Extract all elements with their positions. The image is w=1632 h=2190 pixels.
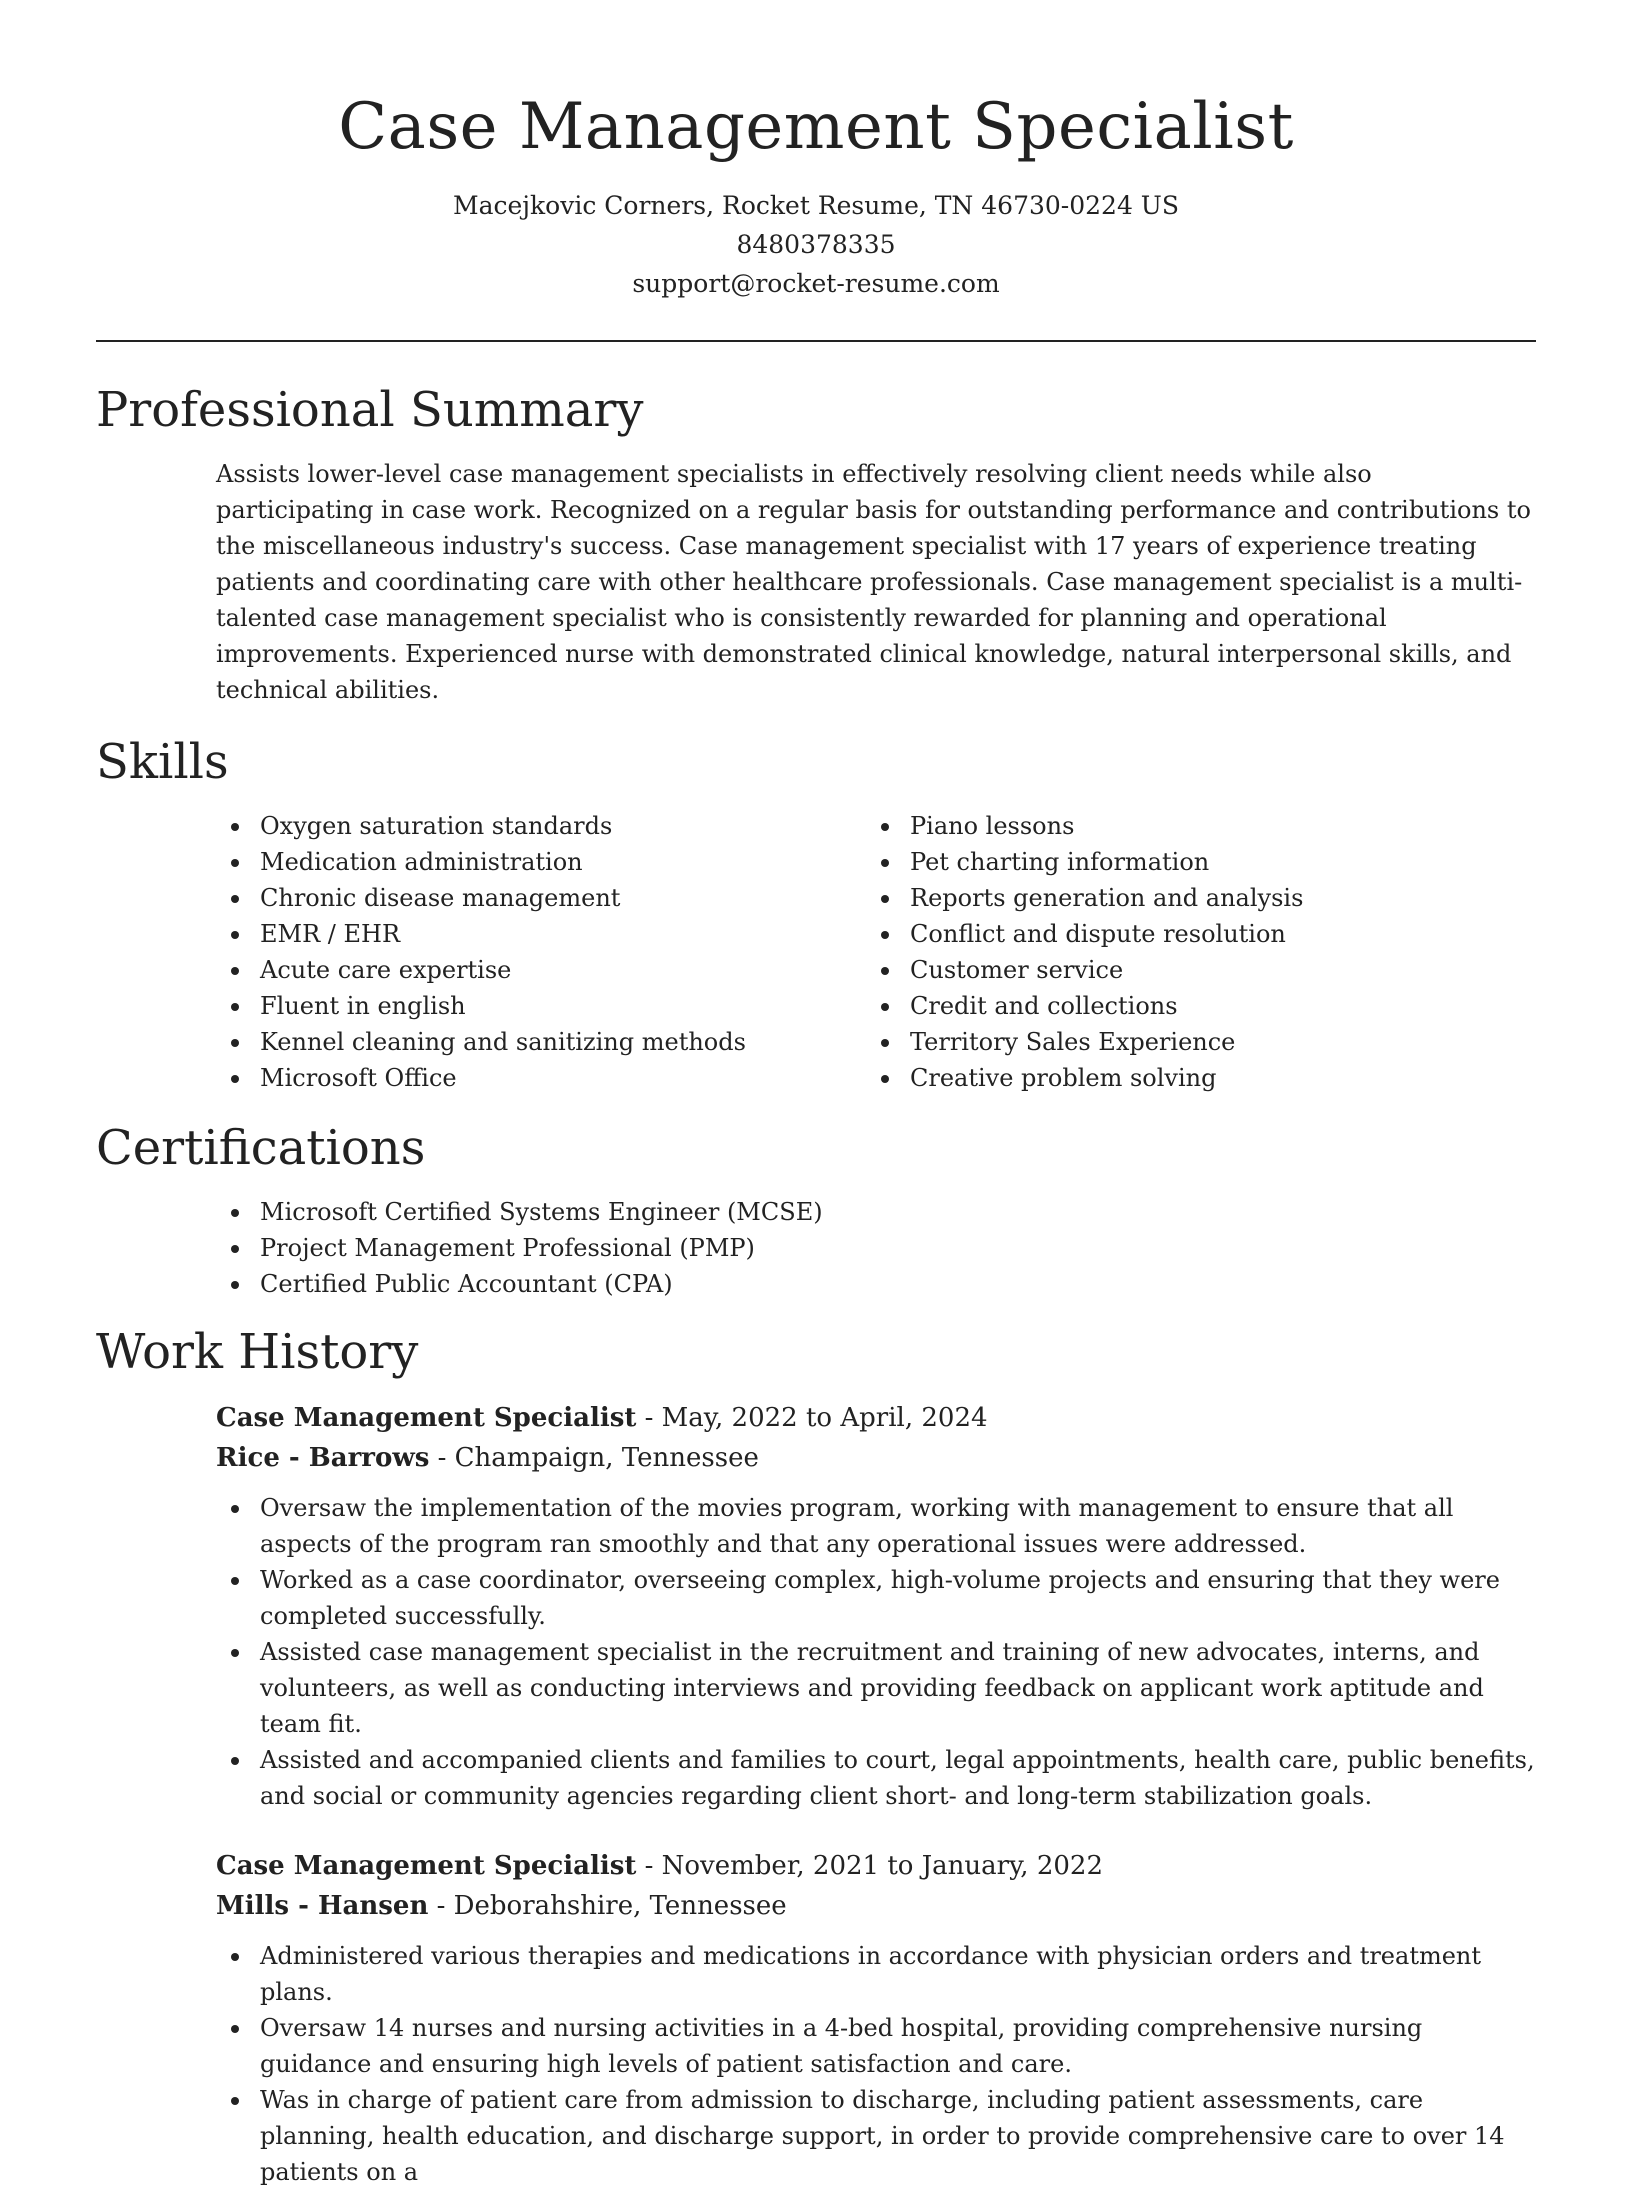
summary-heading: Professional Summary xyxy=(96,382,644,438)
list-item: Microsoft Certified Systems Engineer (MCSE) xyxy=(216,1194,1536,1230)
job-dates: - May, 2022 to April, 2024 xyxy=(636,1403,988,1433)
email-line: support@rocket-resume.com xyxy=(632,269,1000,298)
job-company-line xyxy=(216,1886,1536,1926)
list-item: Customer service xyxy=(866,952,1516,988)
list-item: Credit and collections xyxy=(866,988,1516,1024)
skills-heading: Skills xyxy=(96,734,229,790)
job-role: Case Management Specialist xyxy=(216,1851,637,1881)
job-entry xyxy=(216,1398,1536,1814)
skills-list-left xyxy=(216,808,866,1096)
job-bullets xyxy=(216,1938,1536,2190)
job-company: Rice - Barrows xyxy=(216,1443,430,1473)
job-title-line xyxy=(216,1398,1536,1438)
work-history-heading: Work History xyxy=(96,1324,419,1380)
list-item: Oxygen saturation standards xyxy=(216,808,866,844)
job-company: Mills - Hansen xyxy=(216,1891,429,1921)
list-item: Worked as a case coordinator, overseeing complex, high-volume projects and ensuring that they were completed successfully. xyxy=(216,1562,1536,1634)
job-title-line xyxy=(216,1846,1536,1886)
work-history-section xyxy=(96,1322,1536,2190)
list-item: Microsoft Office xyxy=(216,1060,866,1096)
list-item: Reports generation and analysis xyxy=(866,880,1516,916)
job-entry xyxy=(216,1846,1536,2190)
list-item: Fluent in english xyxy=(216,988,866,1024)
list-item: Oversaw the implementation of the movies program, working with management to ensure that all aspects of the program ran smoothly and that any operational issues were addressed. xyxy=(216,1490,1536,1562)
list-item: Chronic disease management xyxy=(216,880,866,916)
phone-line: 8480378335 xyxy=(736,230,896,259)
certifications-heading: Certifications xyxy=(96,1120,426,1176)
certifications-list xyxy=(216,1194,1536,1302)
list-item: Assisted case management specialist in the recruitment and training of new advocates, interns, and volunteers, as well as conducting interviews and providing feedback on applicant work aptitude and team fit. xyxy=(216,1634,1536,1742)
list-item: Conflict and dispute resolution xyxy=(866,916,1516,952)
list-item: Was in charge of patient care from admission to discharge, including patient assessments, care planning, health education, and discharge support, in order to provide comprehensive care to over 14 patients on a xyxy=(216,2082,1536,2190)
skills-columns xyxy=(216,808,1536,1096)
contact-info xyxy=(96,186,1536,303)
list-item: Kennel cleaning and sanitizing methods xyxy=(216,1024,866,1060)
list-item: Acute care expertise xyxy=(216,952,866,988)
header-divider xyxy=(96,340,1536,342)
job-location: - Deborahshire, Tennessee xyxy=(428,1891,787,1921)
job-location: - Champaign, Tennessee xyxy=(429,1443,759,1473)
skills-list-right xyxy=(866,808,1516,1096)
list-item: Piano lessons xyxy=(866,808,1516,844)
resume-header xyxy=(96,0,1536,303)
list-item: EMR / EHR xyxy=(216,916,866,952)
list-item: Project Management Professional (PMP) xyxy=(216,1230,1536,1266)
summary-section xyxy=(96,380,1536,708)
candidate-name: Case Management Specialist xyxy=(338,90,1294,164)
list-item: Certified Public Accountant (CPA) xyxy=(216,1266,1536,1302)
list-item: Pet charting information xyxy=(866,844,1516,880)
job-dates: - November, 2021 to January, 2022 xyxy=(636,1851,1103,1881)
address-line: Macejkovic Corners, Rocket Resume, TN 46730-0224 US xyxy=(452,191,1179,220)
list-item: Administered various therapies and medications in accordance with physician orders and treatment plans. xyxy=(216,1938,1536,2010)
list-item: Creative problem solving xyxy=(866,1060,1516,1096)
job-company-line xyxy=(216,1438,1536,1478)
skills-section xyxy=(96,732,1536,1096)
list-item: Medication administration xyxy=(216,844,866,880)
summary-paragraph: Assists lower-level case management specialists in effectively resolving client needs while also participating in case work. Recognized on a regular basis for outstanding performance and contributions to the miscellaneous industry's success. Case management specialist with 17 years of experience treating patients and coordinating care with other healthcare professionals. Case management specialist is a multi-talented case management specialist who is consistently rewarded for planning and operational improvements. Experienced nurse with demonstrated clinical knowledge, natural interpersonal skills, and technical abilities. xyxy=(216,460,1531,704)
job-role: Case Management Specialist xyxy=(216,1403,637,1433)
job-bullets xyxy=(216,1490,1536,1814)
list-item: Territory Sales Experience xyxy=(866,1024,1516,1060)
list-item: Oversaw 14 nurses and nursing activities in a 4-bed hospital, providing comprehensive nursing guidance and ensuring high levels of patient satisfaction and care. xyxy=(216,2010,1536,2082)
list-item: Assisted and accompanied clients and families to court, legal appointments, health care, public benefits, and social or community agencies regarding client short- and long-term stabilization goals. xyxy=(216,1742,1536,1814)
certifications-section xyxy=(96,1118,1536,1302)
